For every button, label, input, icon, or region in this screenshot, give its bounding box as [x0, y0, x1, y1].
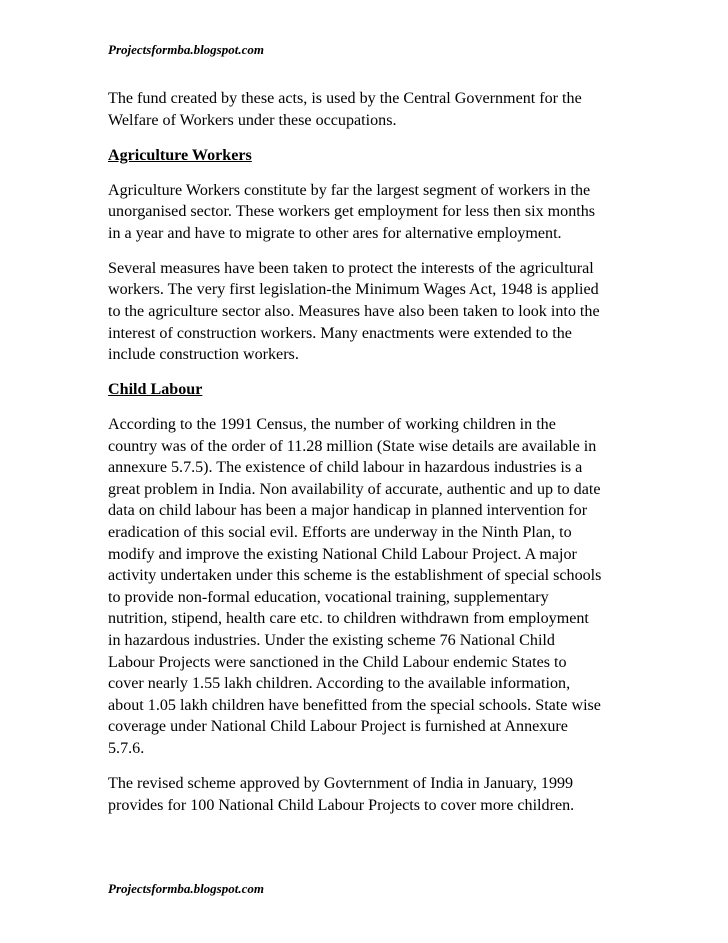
text-line: Labour Projects were sanctioned in the Child Labour endemic States to [108, 653, 567, 671]
text-line: in a year and have to migrate to other ares for alternative employment. [108, 224, 562, 242]
text-line: great problem in India. Non availability of accurate, authentic and up to date [108, 480, 601, 498]
text-line: modify and improve the existing National Child Labour Project. A major [108, 545, 577, 563]
header-site-name: Projectsformba.blogspot.com [108, 42, 264, 57]
text-line: unorganised sector. These workers get employment for less then six months [108, 203, 596, 221]
text-line: eradication of this social evil. Efforts are underway in the Ninth Plan, to [108, 524, 572, 542]
text-line: Agriculture Workers constitute by far the largest segment of workers in the [108, 181, 591, 199]
text-line: interest of construction workers. Many enactments were extended to the [108, 324, 572, 342]
section-heading-child-labour: Child Labour [108, 381, 203, 399]
section-heading-agriculture-workers: Agriculture Workers [108, 146, 252, 164]
text-line: The revised scheme approved by Govternment of India in January, 1999 [108, 774, 574, 792]
text-line: workers. The very first legislation-the Minimum Wages Act, 1948 is applied [108, 281, 599, 299]
text-line: to provide non-formal education, vocational training, supplementary [108, 588, 549, 606]
text-line: Welfare of Workers under these occupations. [108, 111, 397, 129]
agriculture-paragraph-2 [108, 258, 628, 366]
footer-site-name: Projectsformba.blogspot.com [108, 881, 264, 896]
text-line: annexure 5.7.5). The existence of child labour in hazardous industries is a [108, 459, 583, 477]
intro-paragraph [108, 88, 628, 131]
text-line: provides for 100 National Child Labour Projects to cover more children. [108, 796, 575, 814]
text-line: nutrition, stipend, health care etc. to children withdrawn from employment [108, 610, 589, 628]
text-line: to the agriculture sector also. Measures have also been taken to look into the [108, 302, 600, 320]
text-line: data on child labour has been a major handicap in planned intervention for [108, 502, 588, 520]
child-labour-paragraph-1 [108, 414, 628, 760]
text-line: According to the 1991 Census, the number of working children in the [108, 416, 556, 434]
text-line: 5.7.6. [108, 739, 145, 757]
text-line: coverage under National Child Labour Project is furnished at Annexure [108, 718, 568, 736]
text-line: cover nearly 1.55 lakh children. According to the available information, [108, 675, 571, 693]
text-line: The fund created by these acts, is used by the Central Government for the [108, 90, 582, 107]
text-line: country was of the order of 11.28 million (State wise details are available in [108, 437, 597, 455]
text-line: include construction workers. [108, 346, 299, 364]
text-line: activity undertaken under this scheme is the establishment of special schools [108, 567, 602, 585]
text-line: about 1.05 lakh children have benefitted from the special schools. State wise [108, 696, 601, 714]
text-line: in hazardous industries. Under the existing scheme 76 National Child [108, 632, 555, 650]
page-content [108, 88, 628, 816]
agriculture-paragraph-1 [108, 180, 628, 245]
text-line: Several measures have been taken to protect the interests of the agricultural [108, 259, 594, 277]
child-labour-paragraph-2 [108, 773, 628, 816]
